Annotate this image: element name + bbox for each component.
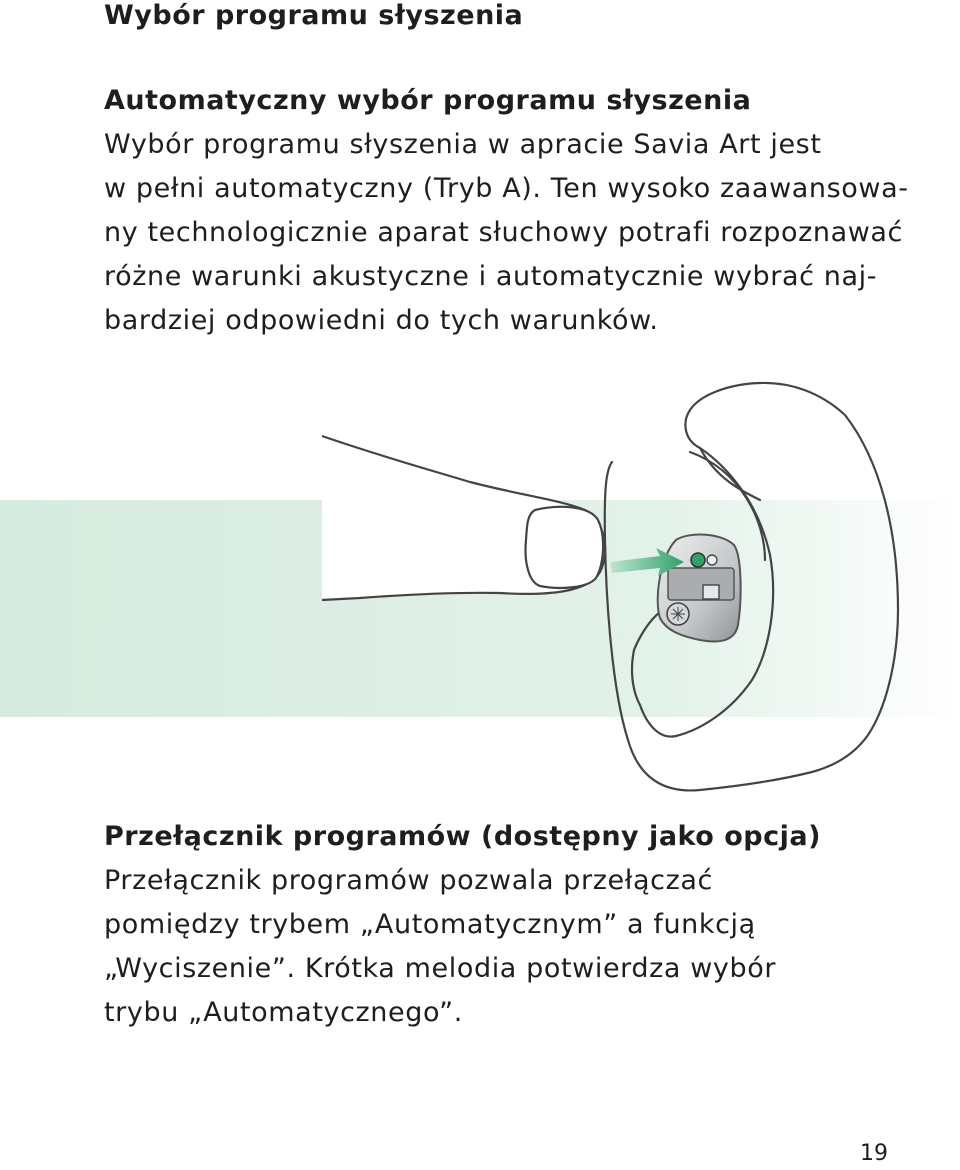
section-automatic-selection: [104, 79, 909, 343]
page-heading: Wybór programu słyszenia: [104, 0, 524, 31]
finger-illustration: [322, 436, 605, 600]
paragraph-line: w pełni automatyczny (Tryb A). Ten wysoko zaawansowa-: [104, 173, 909, 204]
paragraph-line: trybu „Automatycznego”.: [104, 997, 463, 1028]
section-paragraph: [104, 123, 909, 343]
paragraph-line: różne warunki akustyczne i automatycznie wybrać naj-: [104, 261, 878, 292]
paragraph-line: „Wyciszenie”. Krótka melodia potwierdza wybór: [104, 953, 777, 984]
hearing-aid-device: [658, 535, 741, 642]
device-window: [703, 585, 719, 599]
hearing-aid-illustration: [0, 380, 960, 800]
program-switch-button: [691, 553, 705, 567]
section-title: Przełącznik programów (dostępny jako opcja): [104, 821, 821, 852]
section-paragraph: [104, 859, 864, 1035]
section-program-switch: [104, 815, 864, 1035]
battery-door: [668, 568, 734, 600]
paragraph-line: ny technologicznie aparat słuchowy potrafi rozpoznawać: [104, 217, 903, 248]
paragraph-line: bardziej odpowiedni do tych warunków.: [104, 305, 659, 336]
microphone-port: [707, 555, 717, 565]
section-title: Automatyczny wybór programu słyszenia: [104, 85, 752, 116]
paragraph-line: Wybór programu słyszenia w apracie Savia Art jest: [104, 129, 822, 160]
page-number: 19: [860, 1141, 888, 1166]
paragraph-line: Przełącznik programów pozwala przełączać: [104, 865, 713, 896]
paragraph-line: pomiędzy trybem „Automatycznym” a funkcją: [104, 909, 756, 940]
